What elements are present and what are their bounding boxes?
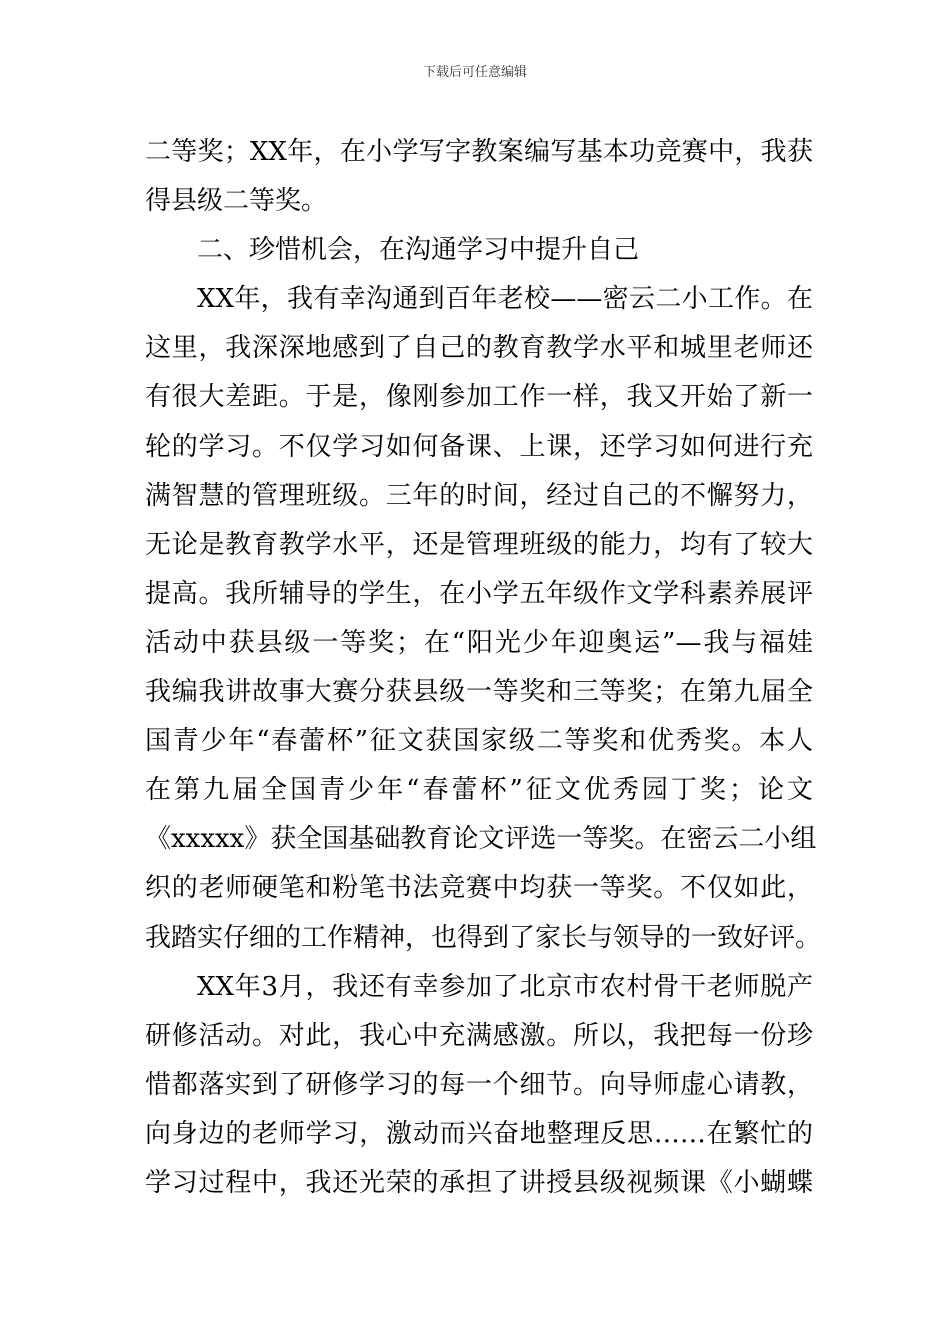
text-line: XX年3月，我还有幸参加了北京市农村骨干老师脱产 (197, 971, 813, 1002)
text-line: 满智慧的管理班级。三年的时间，经过自己的不懈努力， (145, 480, 813, 511)
text-line: 向身边的老师学习，激动而兴奋地整理反思……在繁忙的 (145, 1118, 813, 1149)
text-line: 学习过程中，我还光荣的承担了讲授县级视频课《小蝴蝶 (145, 1167, 813, 1198)
text-line: 《xxxxx》获全国基础教育论文评选一等奖。在密云二小组 (145, 824, 817, 855)
text-line: 我编我讲故事大赛分获县级一等奖和三等奖；在第九届全 (145, 677, 813, 708)
document-body (145, 128, 822, 1208)
text-line: 研修活动。对此，我心中充满感激。所以，我把每一份珍 (145, 1020, 813, 1051)
section-heading: 二、珍惜机会，在沟通学习中提升自己 (197, 235, 640, 266)
text-line: 这里，我深深地感到了自己的教育教学水平和城里老师还 (145, 333, 813, 364)
text-line: 活动中获县级一等奖；在“阳光少年迎奥运”—我与福娃 (145, 627, 813, 658)
text-line: 轮的学习。不仅学习如何备课、上课，还学习如何进行充 (145, 431, 813, 462)
text-line: 织的老师硬笔和粉笔书法竞赛中均获一等奖。不仅如此， (145, 873, 813, 904)
text-line: 无论是教育教学水平，还是管理班级的能力，均有了较大 (145, 529, 813, 560)
text-line: 提高。我所辅导的学生，在小学五年级作文学科素养展评 (145, 578, 813, 609)
page-header: 下载后可任意编辑 (422, 65, 527, 80)
text-line: XX年，我有幸沟通到百年老校——密云二小工作。在 (197, 284, 813, 315)
text-line: 我踏实仔细的工作精神，也得到了家长与领导的一致好评。 (145, 922, 822, 953)
text-line: 二等奖；XX年，在小学写字教案编写基本功竞赛中，我获 (145, 137, 813, 167)
text-line: 惜都落实到了研修学习的每一个细节。向导师虚心请教， (145, 1069, 813, 1100)
text-line: 在第九届全国青少年“春蕾杯”征文优秀园丁奖；论文 (145, 775, 813, 806)
text-line: 国青少年“春蕾杯”征文获国家级二等奖和优秀奖。本人 (145, 726, 813, 757)
text-line: 有很大差距。于是，像刚参加工作一样，我又开始了新一 (145, 382, 813, 413)
text-line: 得县级二等奖。 (145, 186, 328, 217)
